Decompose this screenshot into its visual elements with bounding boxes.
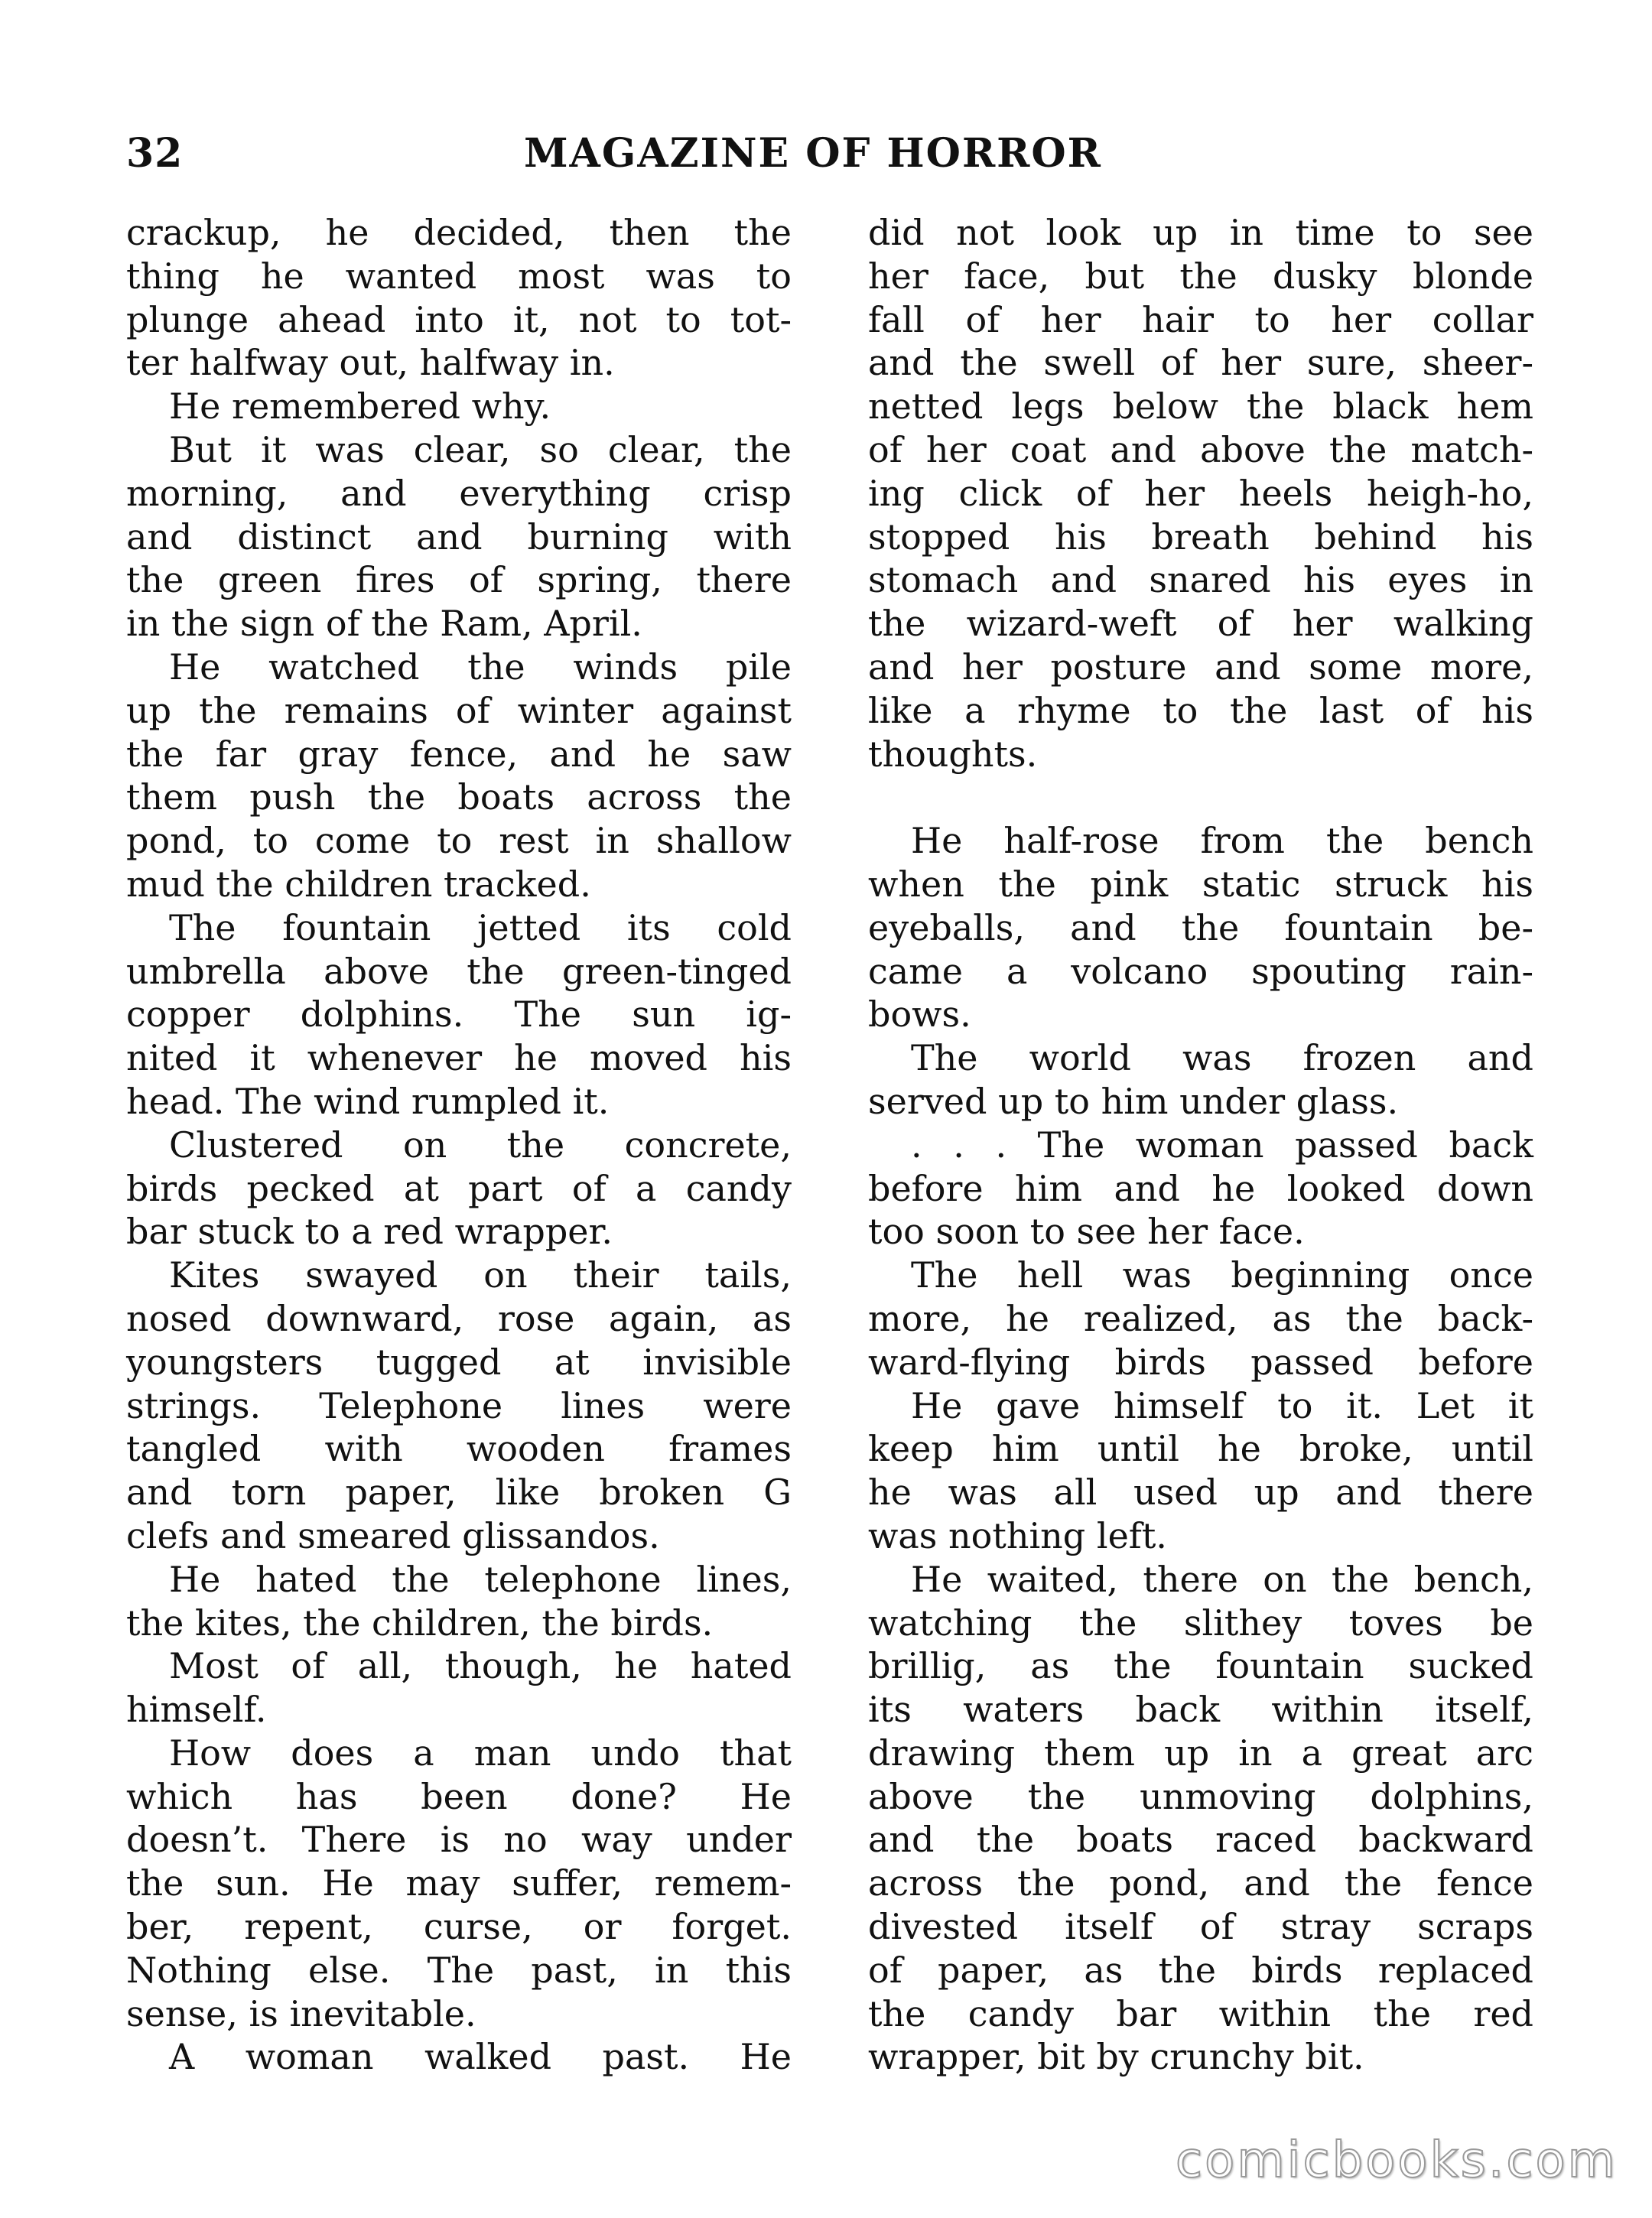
text-line: sense, is inevitable.: [126, 1992, 476, 2034]
text-line: nosed downward, rose again, as: [126, 1297, 792, 1339]
text-line: bar stuck to a red wrapper.: [126, 1211, 613, 1253]
text-line: its waters back within itself,: [868, 1689, 1533, 1731]
text-line: head. The wind rumpled it.: [126, 1080, 610, 1122]
text-line: netted legs below the black hem: [868, 385, 1533, 428]
text-line: her face, but the dusky blonde: [868, 255, 1533, 297]
text-line: crackup, he decided, then the: [126, 212, 792, 253]
text-line: clefs and smeared glissandos.: [126, 1514, 660, 1556]
text-line: above the unmoving dolphins,: [868, 1775, 1533, 1817]
text-line: in the sign of the Ram, April.: [126, 603, 642, 645]
text-line: . . . The woman passed back: [911, 1124, 1533, 1166]
text-line: strings. Telephone lines were: [126, 1384, 792, 1426]
text-line: nited it whenever he moved his: [126, 1037, 792, 1079]
text-line: The hell was beginning once: [911, 1254, 1533, 1296]
text-line: divested itself of stray scraps: [868, 1906, 1533, 1948]
text-line: the kites, the children, the birds.: [126, 1602, 714, 1644]
running-title: MAGAZINE OF HORROR: [524, 130, 1102, 177]
text-line: Kites swayed on their tails,: [169, 1254, 792, 1296]
text-line: stomach and snared his eyes in: [868, 559, 1533, 601]
text-line: served up to him under glass.: [868, 1080, 1399, 1122]
text-line: of paper, as the birds replaced: [868, 1949, 1533, 1991]
text-line: He waited, there on the bench,: [911, 1558, 1533, 1600]
right-text-column: [868, 211, 1533, 2079]
text-line: He remembered why.: [169, 385, 551, 428]
text-line: brillig, as the fountain sucked: [868, 1645, 1533, 1687]
text-line: too soon to see her face.: [868, 1211, 1305, 1253]
text-line: He half-rose from the bench: [911, 820, 1533, 862]
left-text-column: [126, 211, 792, 2079]
text-line: [868, 776, 1533, 819]
page-header: [126, 130, 1549, 191]
text-line: plunge ahead into it, not to tot-: [126, 298, 792, 340]
text-line: He watched the winds pile: [169, 646, 792, 688]
text-line: keep him until he broke, until: [868, 1428, 1533, 1470]
text-line: which has been done? He: [126, 1775, 792, 1817]
text-line: fall of her hair to her collar: [868, 298, 1533, 340]
text-line: them push the boats across the: [126, 776, 792, 818]
text-line: drawing them up in a great arc: [868, 1732, 1533, 1774]
text-line: wrapper, bit by crunchy bit.: [868, 2036, 1364, 2078]
text-line: umbrella above the green-tinged: [126, 950, 792, 992]
text-line: the sun. He may suffer, remem-: [126, 1862, 792, 1904]
text-line: morning, and everything crisp: [126, 472, 792, 514]
text-line: across the pond, and the fence: [868, 1862, 1533, 1904]
text-line: up the remains of winter against: [126, 689, 792, 731]
text-line: Clustered on the concrete,: [169, 1124, 792, 1166]
text-line: youngsters tugged at invisible: [126, 1341, 792, 1383]
text-line: did not look up in time to see: [868, 212, 1533, 253]
text-line: birds pecked at part of a candy: [126, 1167, 792, 1209]
text-line: before him and he looked down: [868, 1167, 1533, 1209]
text-line: thoughts.: [868, 733, 1038, 775]
text-line: The world was frozen and: [911, 1037, 1533, 1079]
text-line: the far gray fence, and he saw: [126, 733, 792, 775]
text-line: like a rhyme to the last of his: [868, 689, 1533, 731]
text-line: of her coat and above the match-: [868, 428, 1533, 470]
page-number: 32: [126, 130, 184, 177]
text-line: stopped his breath behind his: [868, 515, 1533, 558]
text-line: and torn paper, like broken G: [126, 1472, 792, 1514]
text-line: and the swell of her sure, sheer-: [868, 342, 1533, 384]
text-line: The fountain jetted its cold: [169, 906, 792, 948]
text-line: came a volcano spouting rain-: [868, 950, 1533, 992]
text-line: pond, to come to rest in shallow: [126, 820, 792, 862]
text-line: tangled with wooden frames: [126, 1428, 792, 1470]
text-line: the wizard-weft of her walking: [868, 603, 1533, 645]
text-line: ber, repent, curse, or forget.: [126, 1906, 792, 1948]
text-line: copper dolphins. The sun ig-: [126, 994, 792, 1036]
text-line: more, he realized, as the back-: [868, 1297, 1533, 1339]
text-line: ter halfway out, halfway in.: [126, 342, 615, 384]
text-line: and distinct and burning with: [126, 515, 792, 558]
text-line: the candy bar within the red: [868, 1992, 1533, 2034]
text-line: Nothing else. The past, in this: [126, 1949, 792, 1991]
text-line: eyeballs, and the fountain be-: [868, 906, 1533, 948]
text-line: the green fires of spring, there: [126, 559, 792, 601]
text-line: ing click of her heels heigh-ho,: [868, 472, 1533, 514]
text-line: thing he wanted most was to: [126, 255, 792, 297]
text-line: How does a man undo that: [169, 1732, 792, 1774]
text-line: bows.: [868, 994, 971, 1036]
text-line: doesn’t. There is no way under: [126, 1819, 792, 1861]
text-line: himself.: [126, 1689, 267, 1731]
text-line: ward-flying birds passed before: [868, 1341, 1533, 1383]
text-line: He gave himself to it. Let it: [911, 1384, 1533, 1426]
text-line: when the pink static struck his: [868, 863, 1533, 905]
text-line: was nothing left.: [868, 1514, 1167, 1556]
text-line: watching the slithey toves be: [868, 1602, 1533, 1644]
text-line: and her posture and some more,: [868, 646, 1533, 688]
text-line: and the boats raced backward: [868, 1819, 1533, 1861]
text-line: Most of all, though, he hated: [169, 1645, 792, 1687]
text-line: he was all used up and there: [868, 1472, 1533, 1514]
text-line: He hated the telephone lines,: [169, 1558, 792, 1600]
text-line: A woman walked past. He: [169, 2036, 792, 2078]
text-line: mud the children tracked.: [126, 863, 591, 905]
text-line: But it was clear, so clear, the: [169, 428, 792, 470]
watermark-logo: comicbooks.com: [1175, 2132, 1618, 2189]
